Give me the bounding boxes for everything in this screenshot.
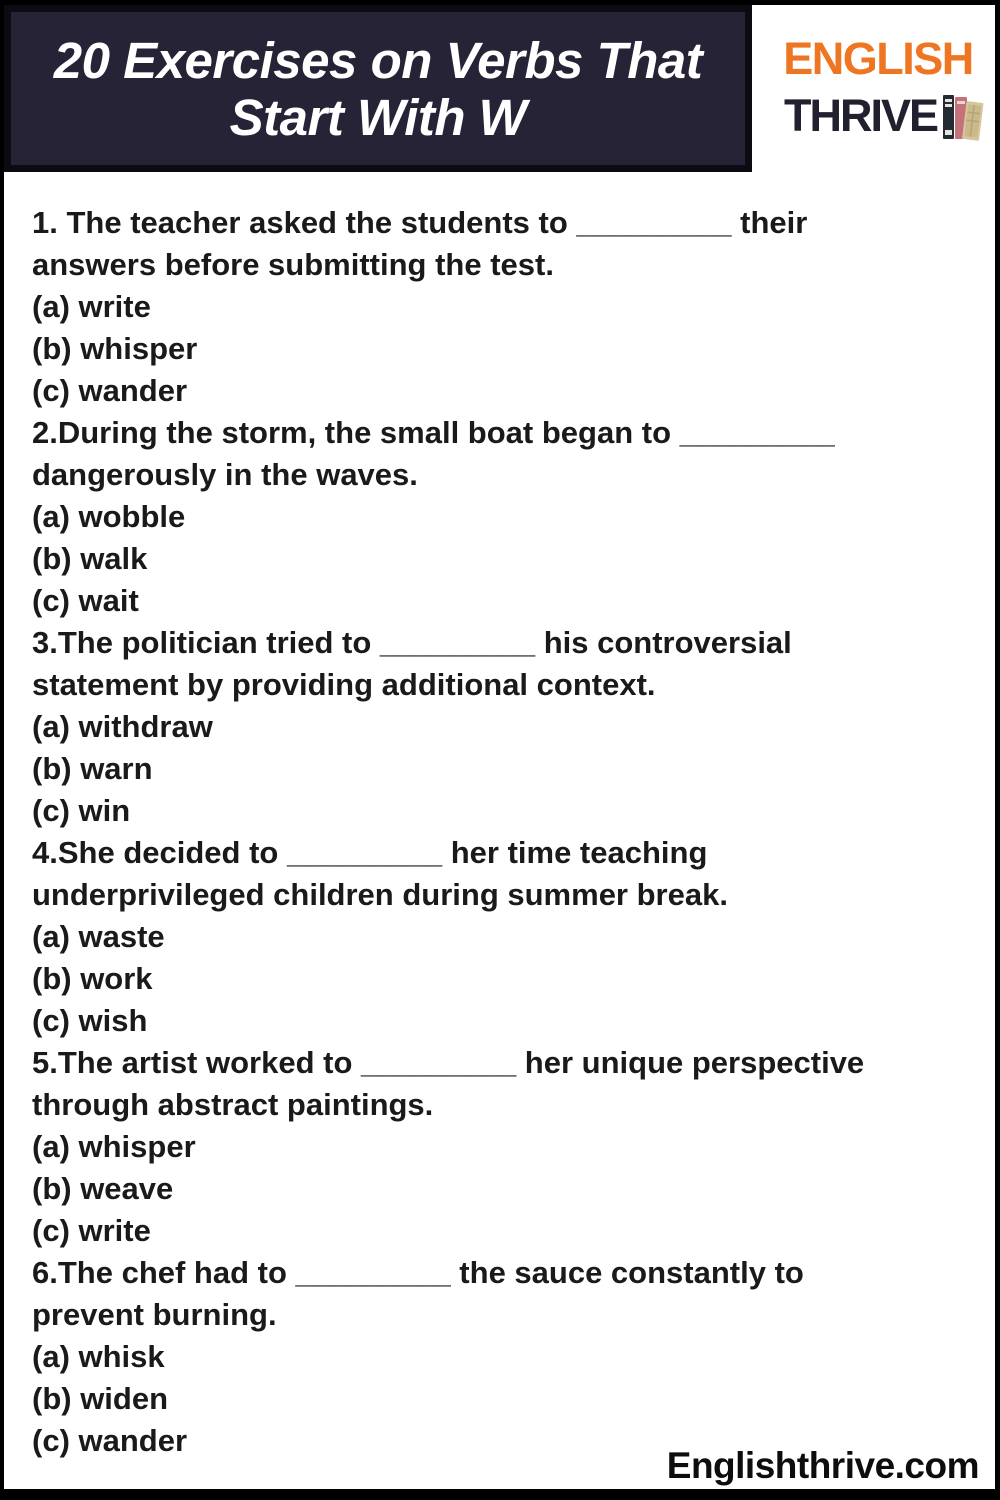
exercise-list xyxy=(4,172,898,1462)
question-text: 2.During the storm, the small boat began to _________ dangerously in the waves. xyxy=(32,415,835,492)
exercise-3 xyxy=(32,622,898,832)
logo-english-text: ENGLISH xyxy=(783,32,973,84)
page-title-line2: Start With W xyxy=(229,88,527,146)
option-b: (b) warn xyxy=(32,751,153,786)
option-a: (a) wobble xyxy=(32,499,186,534)
question-text: 1. The teacher asked the students to _________ their answers before submitting the test. xyxy=(32,205,808,282)
option-c: (c) win xyxy=(32,793,131,828)
brand-logo xyxy=(757,5,999,172)
option-b: (b) widen xyxy=(32,1381,169,1416)
option-c: (c) wander xyxy=(32,1423,188,1458)
option-a: (a) whisper xyxy=(32,1129,196,1164)
question-text: 5.The artist worked to _________ her unique perspective through abstract paintings. xyxy=(32,1045,865,1122)
option-b: (b) whisper xyxy=(32,331,198,366)
exercise-2 xyxy=(32,412,898,622)
site-name: Englishthrive.com xyxy=(666,1445,979,1486)
title-banner xyxy=(4,5,752,172)
option-a: (a) withdraw xyxy=(32,709,213,744)
option-b: (b) work xyxy=(32,961,153,996)
question-text: 4.She decided to _________ her time teaching underprivileged children during summer break. xyxy=(32,835,728,912)
logo-thrive-row xyxy=(784,87,986,145)
option-a: (a) write xyxy=(32,289,151,324)
option-c: (c) wait xyxy=(32,583,139,618)
option-c: (c) wander xyxy=(32,373,188,408)
exercise-5 xyxy=(32,1042,898,1252)
option-b: (b) weave xyxy=(32,1171,174,1206)
exercise-4 xyxy=(32,832,898,1042)
option-c: (c) write xyxy=(32,1213,151,1248)
option-c: (c) wish xyxy=(32,1003,148,1038)
option-a: (a) waste xyxy=(32,919,165,954)
page-title-line1: 20 Exercises on Verbs That xyxy=(53,31,703,89)
option-b: (b) walk xyxy=(32,541,148,576)
question-text: 6.The chef had to _________ the sauce constantly to prevent burning. xyxy=(32,1255,804,1332)
exercise-6 xyxy=(32,1252,898,1462)
books-icon xyxy=(940,93,986,145)
exercise-1 xyxy=(32,202,898,412)
logo-thrive-text: THRIVE xyxy=(783,89,937,141)
option-a: (a) whisk xyxy=(32,1339,165,1374)
question-text: 3.The politician tried to _________ his controversial statement by providing additional context. xyxy=(32,625,792,702)
